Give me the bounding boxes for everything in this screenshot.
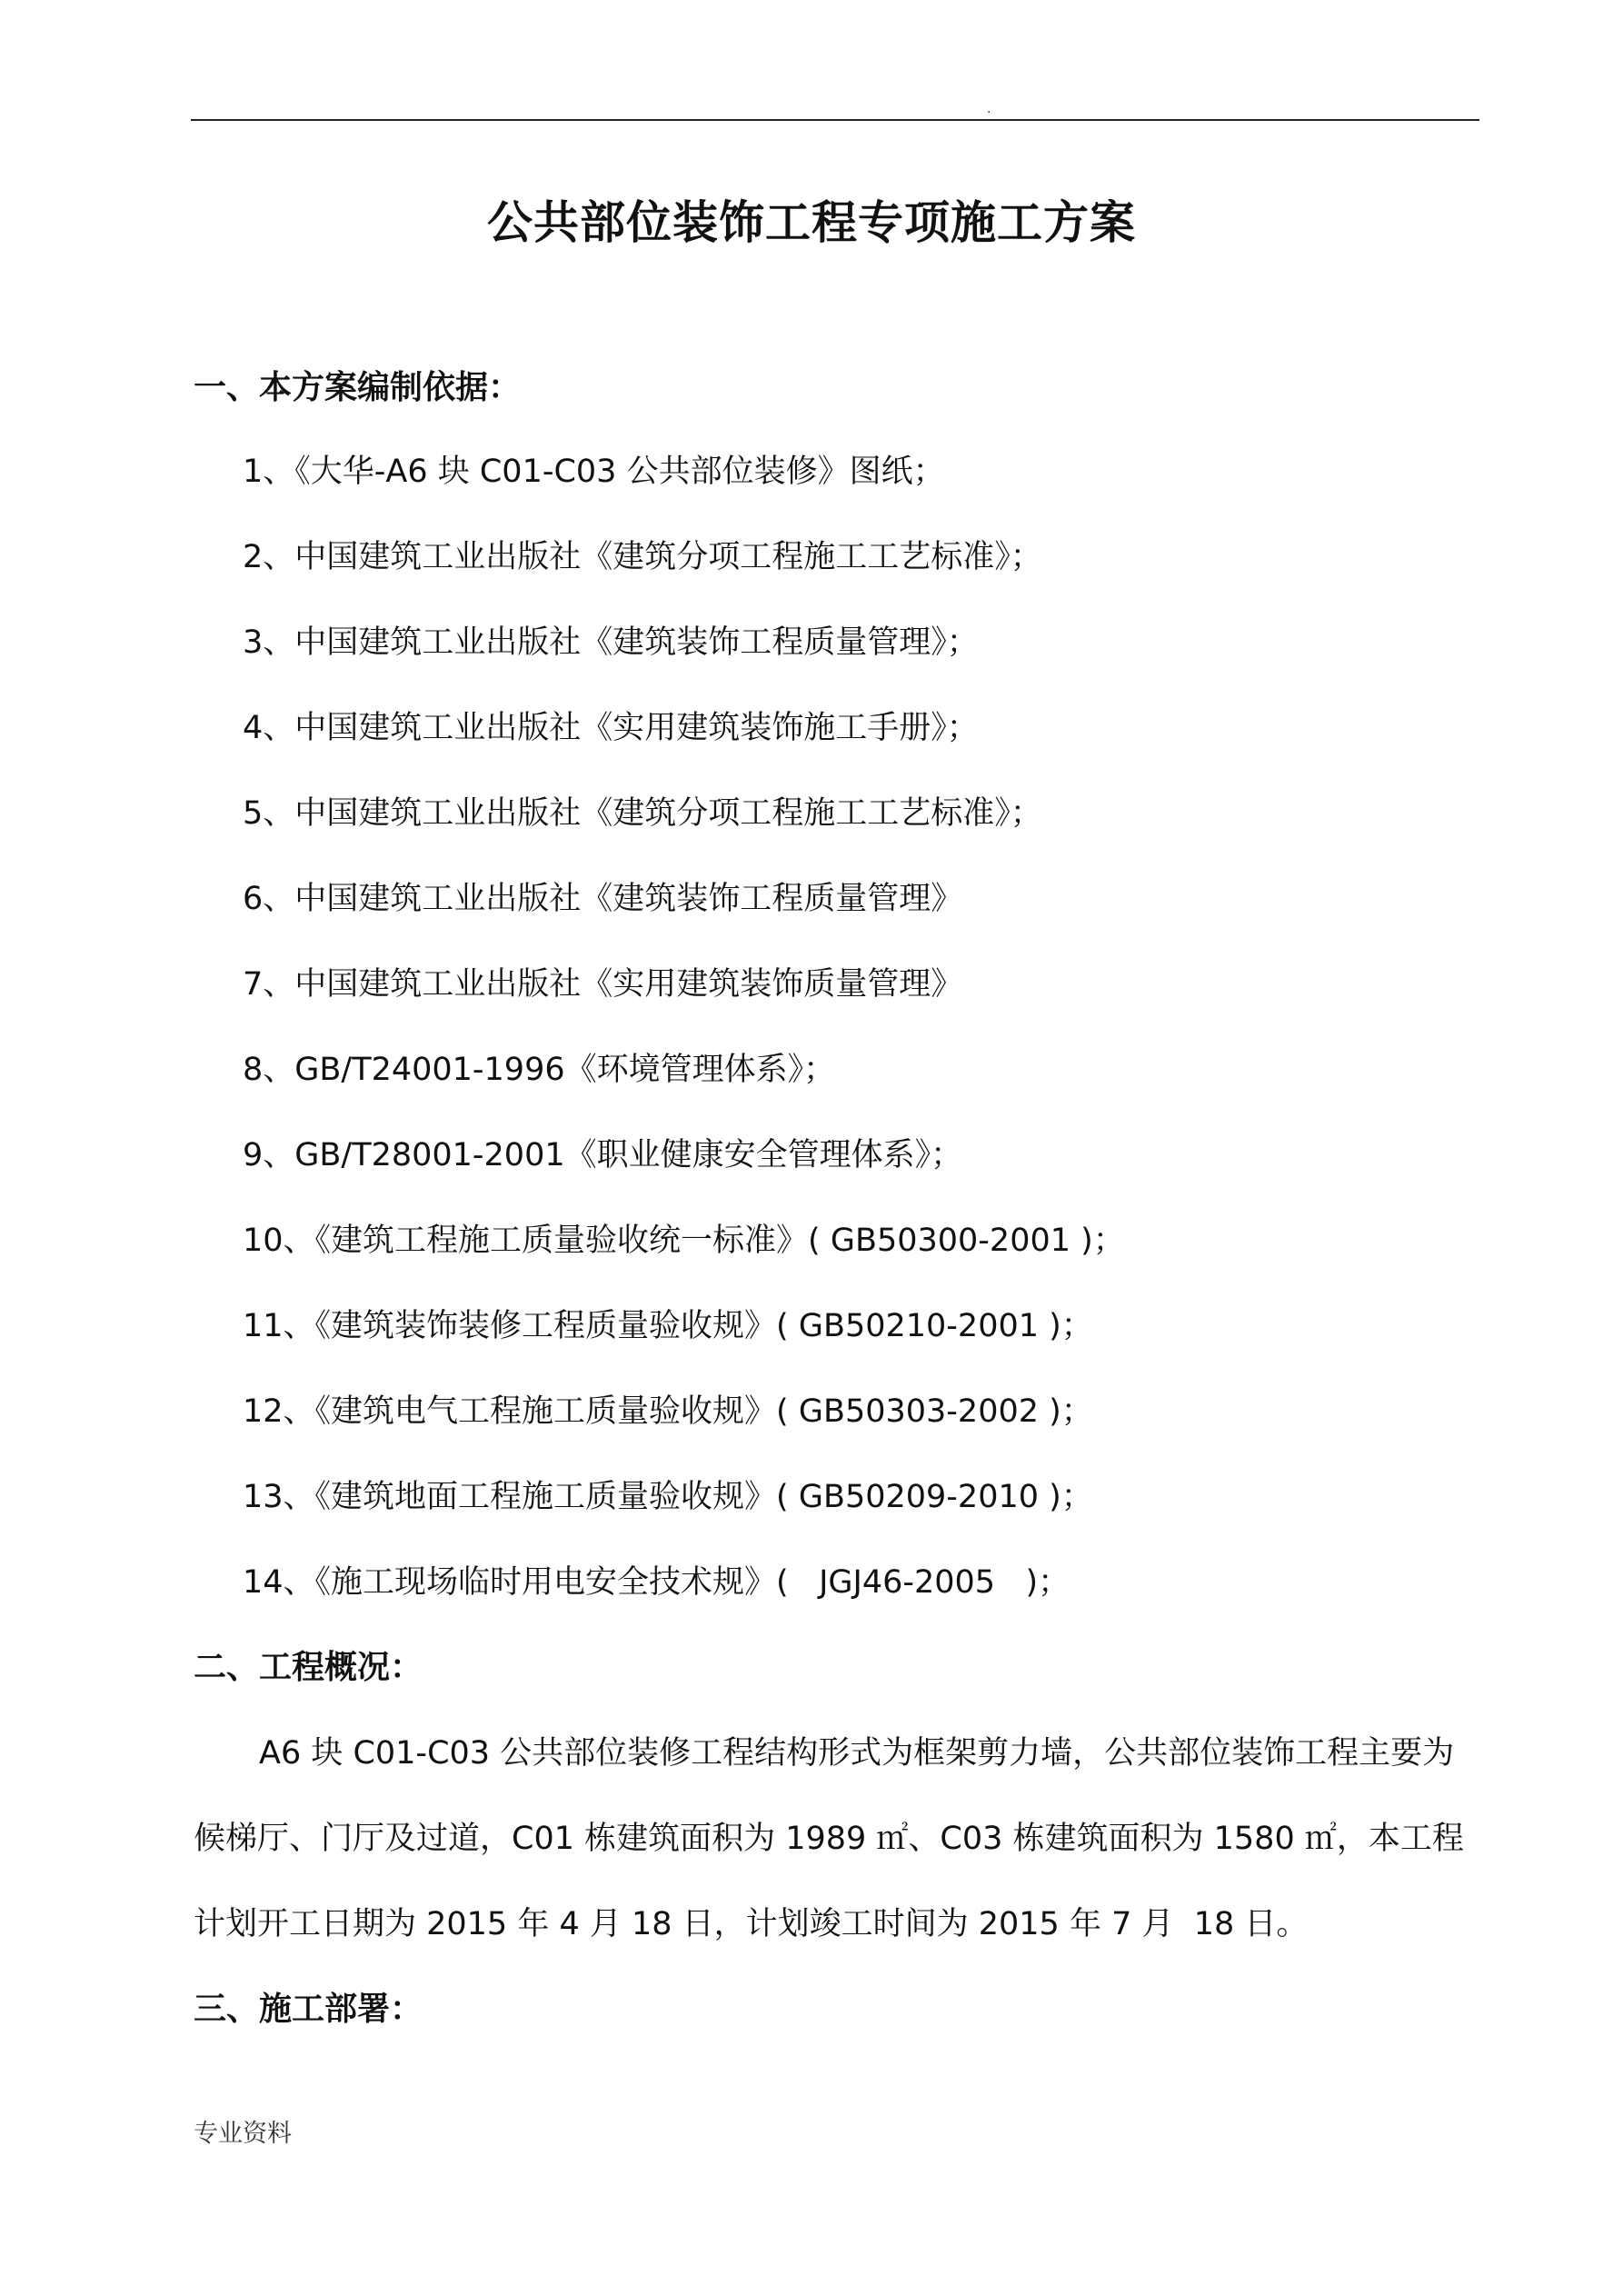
- header-marker: .: [987, 102, 991, 116]
- reference-item: 14、《施工现场临时用电安全技术规》( JGJ46-2005 )；: [243, 1564, 1070, 1601]
- reference-item: 11、《建筑装饰装修工程质量验收规》( GB50210-2001 )；: [243, 1308, 1093, 1344]
- reference-item: 12、《建筑电气工程施工质量验收规》( GB50303-2002 )；: [243, 1393, 1093, 1430]
- section-heading-overview: 二、工程概况：: [194, 1649, 423, 1686]
- overview-paragraph-line: A6 块 C01-C03 公共部位装修工程结构形式为框架剪力墙，公共部位装饰工程主要为: [259, 1735, 1455, 1772]
- reference-item: 9、GB/T28001-2001《职业健康安全管理体系》；: [243, 1137, 963, 1173]
- section-heading-deployment: 三、施工部署：: [194, 1991, 423, 2028]
- reference-item: 3、中国建筑工业出版社《建筑装饰工程质量管理》；: [243, 624, 979, 661]
- section-heading-basis: 一、本方案编制依据：: [194, 369, 522, 406]
- reference-item: 6、中国建筑工业出版社《建筑装饰工程质量管理》: [243, 881, 963, 917]
- reference-item: 4、中国建筑工业出版社《实用建筑装饰施工手册》；: [243, 710, 979, 746]
- reference-item: 7、中国建筑工业出版社《实用建筑装饰质量管理》: [243, 966, 963, 1003]
- reference-item: 2、中国建筑工业出版社《建筑分项工程施工工艺标准》；: [243, 539, 1042, 575]
- reference-item: 10、《建筑工程施工质量验收统一标准》( GB50300-2001 )；: [243, 1223, 1125, 1259]
- header-rule: [191, 119, 1479, 121]
- overview-paragraph-line: 候梯厅、门厅及过道，C01 栋建筑面积为 1989 ㎡、C03 栋建筑面积为 1580 ㎡，本工程: [194, 1821, 1464, 1857]
- reference-item: 8、GB/T24001-1996《环境管理体系》；: [243, 1052, 836, 1088]
- reference-item: 5、中国建筑工业出版社《建筑分项工程施工工艺标准》；: [243, 795, 1042, 832]
- reference-item: 13、《建筑地面工程施工质量验收规》( GB50209-2010 )；: [243, 1479, 1093, 1515]
- document-title: 公共部位装饰工程专项施工方案: [487, 196, 1136, 249]
- overview-paragraph-line: 计划开工日期为 2015 年 4 月 18 日，计划竣工时间为 2015 年 7 月 18 日。: [194, 1906, 1309, 1942]
- page-footer: 专业资料: [194, 2120, 292, 2148]
- reference-item: 1、《大华-A6 块 C01-C03 公共部位装修》图纸；: [243, 454, 945, 490]
